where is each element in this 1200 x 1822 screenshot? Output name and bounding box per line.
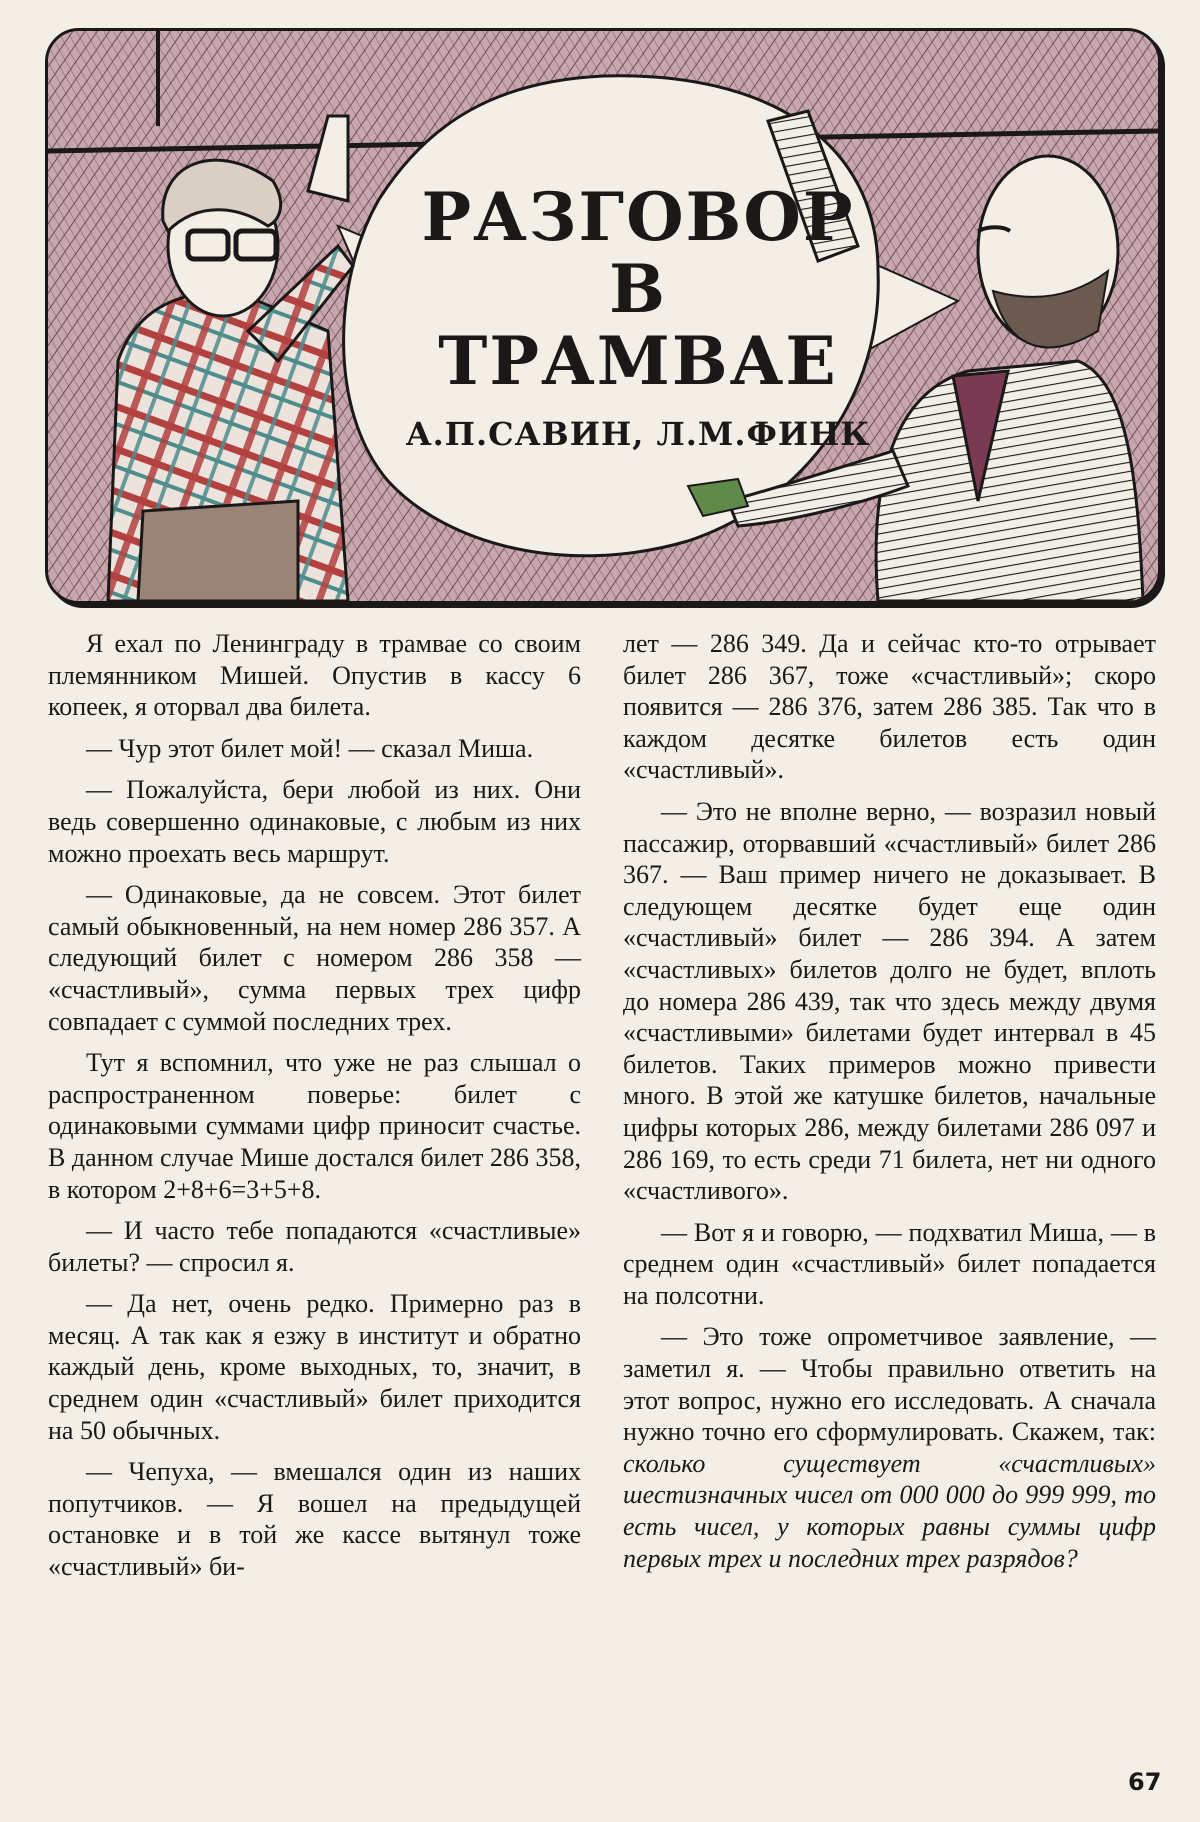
problem-statement: сколько существует «счастливых» шестизначных чисел от 000 000 до 999 999, то есть чисел, у которых равны суммы цифр первых трех и последних трех разрядов? (623, 1448, 1156, 1573)
article-column-right (623, 628, 1156, 1738)
paragraph: — И часто тебе попадаются «счастливые» билеты? — спросил я. (48, 1216, 581, 1277)
article-authors: А.П.САВИН, Л.М.ФИНК (405, 415, 871, 453)
article-title-line-2: В (609, 250, 667, 328)
paragraph: — Пожалуйста, бери любой из них. Они ведь совершенно одинаковые, с любым из них можно проехать весь маршрут. (48, 775, 581, 868)
article-title-line-3: ТРАМВАЕ (438, 322, 838, 400)
paragraph: Я ехал по Ленинграду в трамвае со своим племянником Мишей. Опустив в кассу 6 копеек, я оторвал два билета. (48, 629, 581, 722)
paragraph: — Вот я и говорю, — подхватил Миша, — в среднем один «счастливый» билет попадается на полсотни. (623, 1217, 1156, 1310)
article-column-left (48, 628, 581, 1738)
paragraph-text: — Это тоже опрометчивое заявление, — заметил я. — Чтобы правильно ответить на этот вопрос, нужно его исследовать. А сначала нужно точно его сформулировать. Скажем, так: (623, 1322, 1156, 1447)
paragraph: — Одинаковые, да не совсем. Этот билет самый обыкновенный, на нем номер 286 357. А следующий билет с номером 286 358 — «счастливый», сумма первых трех цифр совпадает с суммой последних трех. (48, 880, 581, 1036)
paragraph-continued: лет — 286 349. Да и сейчас кто-то отрывает билет 286 367, тоже «счастливый»; скоро появится — 286 376, затем 286 385. Так что в каждом десятке билетов есть один «счастливый». (623, 629, 1156, 785)
title-illustration (45, 28, 1161, 604)
paragraph: — Это не вполне верно, — возразил новый пассажир, оторвавший «счастливый» билет 286 367. — Ваш пример ничего не доказывает. В следующем десятке будет еще один «счастливый» билет — 286 394. А затем «счастливых» билетов долго не будет, вплоть до номера 286 439, так что здесь между двумя «счастливыми» билетами будет интервал в 45 билетов. Таких примеров можно привести много. В этой же катушке билетов, начальные цифры которых 286, между билетами 286 097 и 286 169, то есть среди 71 билета, нет ни одного «счастливого». (623, 796, 1156, 1206)
paragraph: — Да нет, очень редко. Примерно раз в месяц. А так как я езжу в институт и обратно каждый день, кроме выходных, то, значит, в среднем один «счастливый» билет приходится на 50 обычных. (48, 1289, 581, 1445)
article-body (48, 628, 1156, 1738)
page-number: 67 (1128, 1768, 1162, 1796)
article-title-line-1: РАЗГОВОР (421, 178, 855, 256)
paragraph (623, 1321, 1156, 1574)
paragraph: — Чур этот билет мой! — сказал Миша. (86, 733, 534, 763)
paragraph: Тут я вспомнил, что уже не раз слышал о распространенном поверье: билет с одинаковыми суммами цифр приносит счастье. В данном случае Мише достался билет 286 358, в котором 2+8+6=3+5+8. (48, 1048, 581, 1204)
article-title-block (398, 178, 878, 453)
paragraph: — Чепуха, — вмешался один из наших попутчиков. — Я вошел на предыдущей остановке и в той же кассе вытянул тоже «счастливый» би- (48, 1457, 581, 1582)
